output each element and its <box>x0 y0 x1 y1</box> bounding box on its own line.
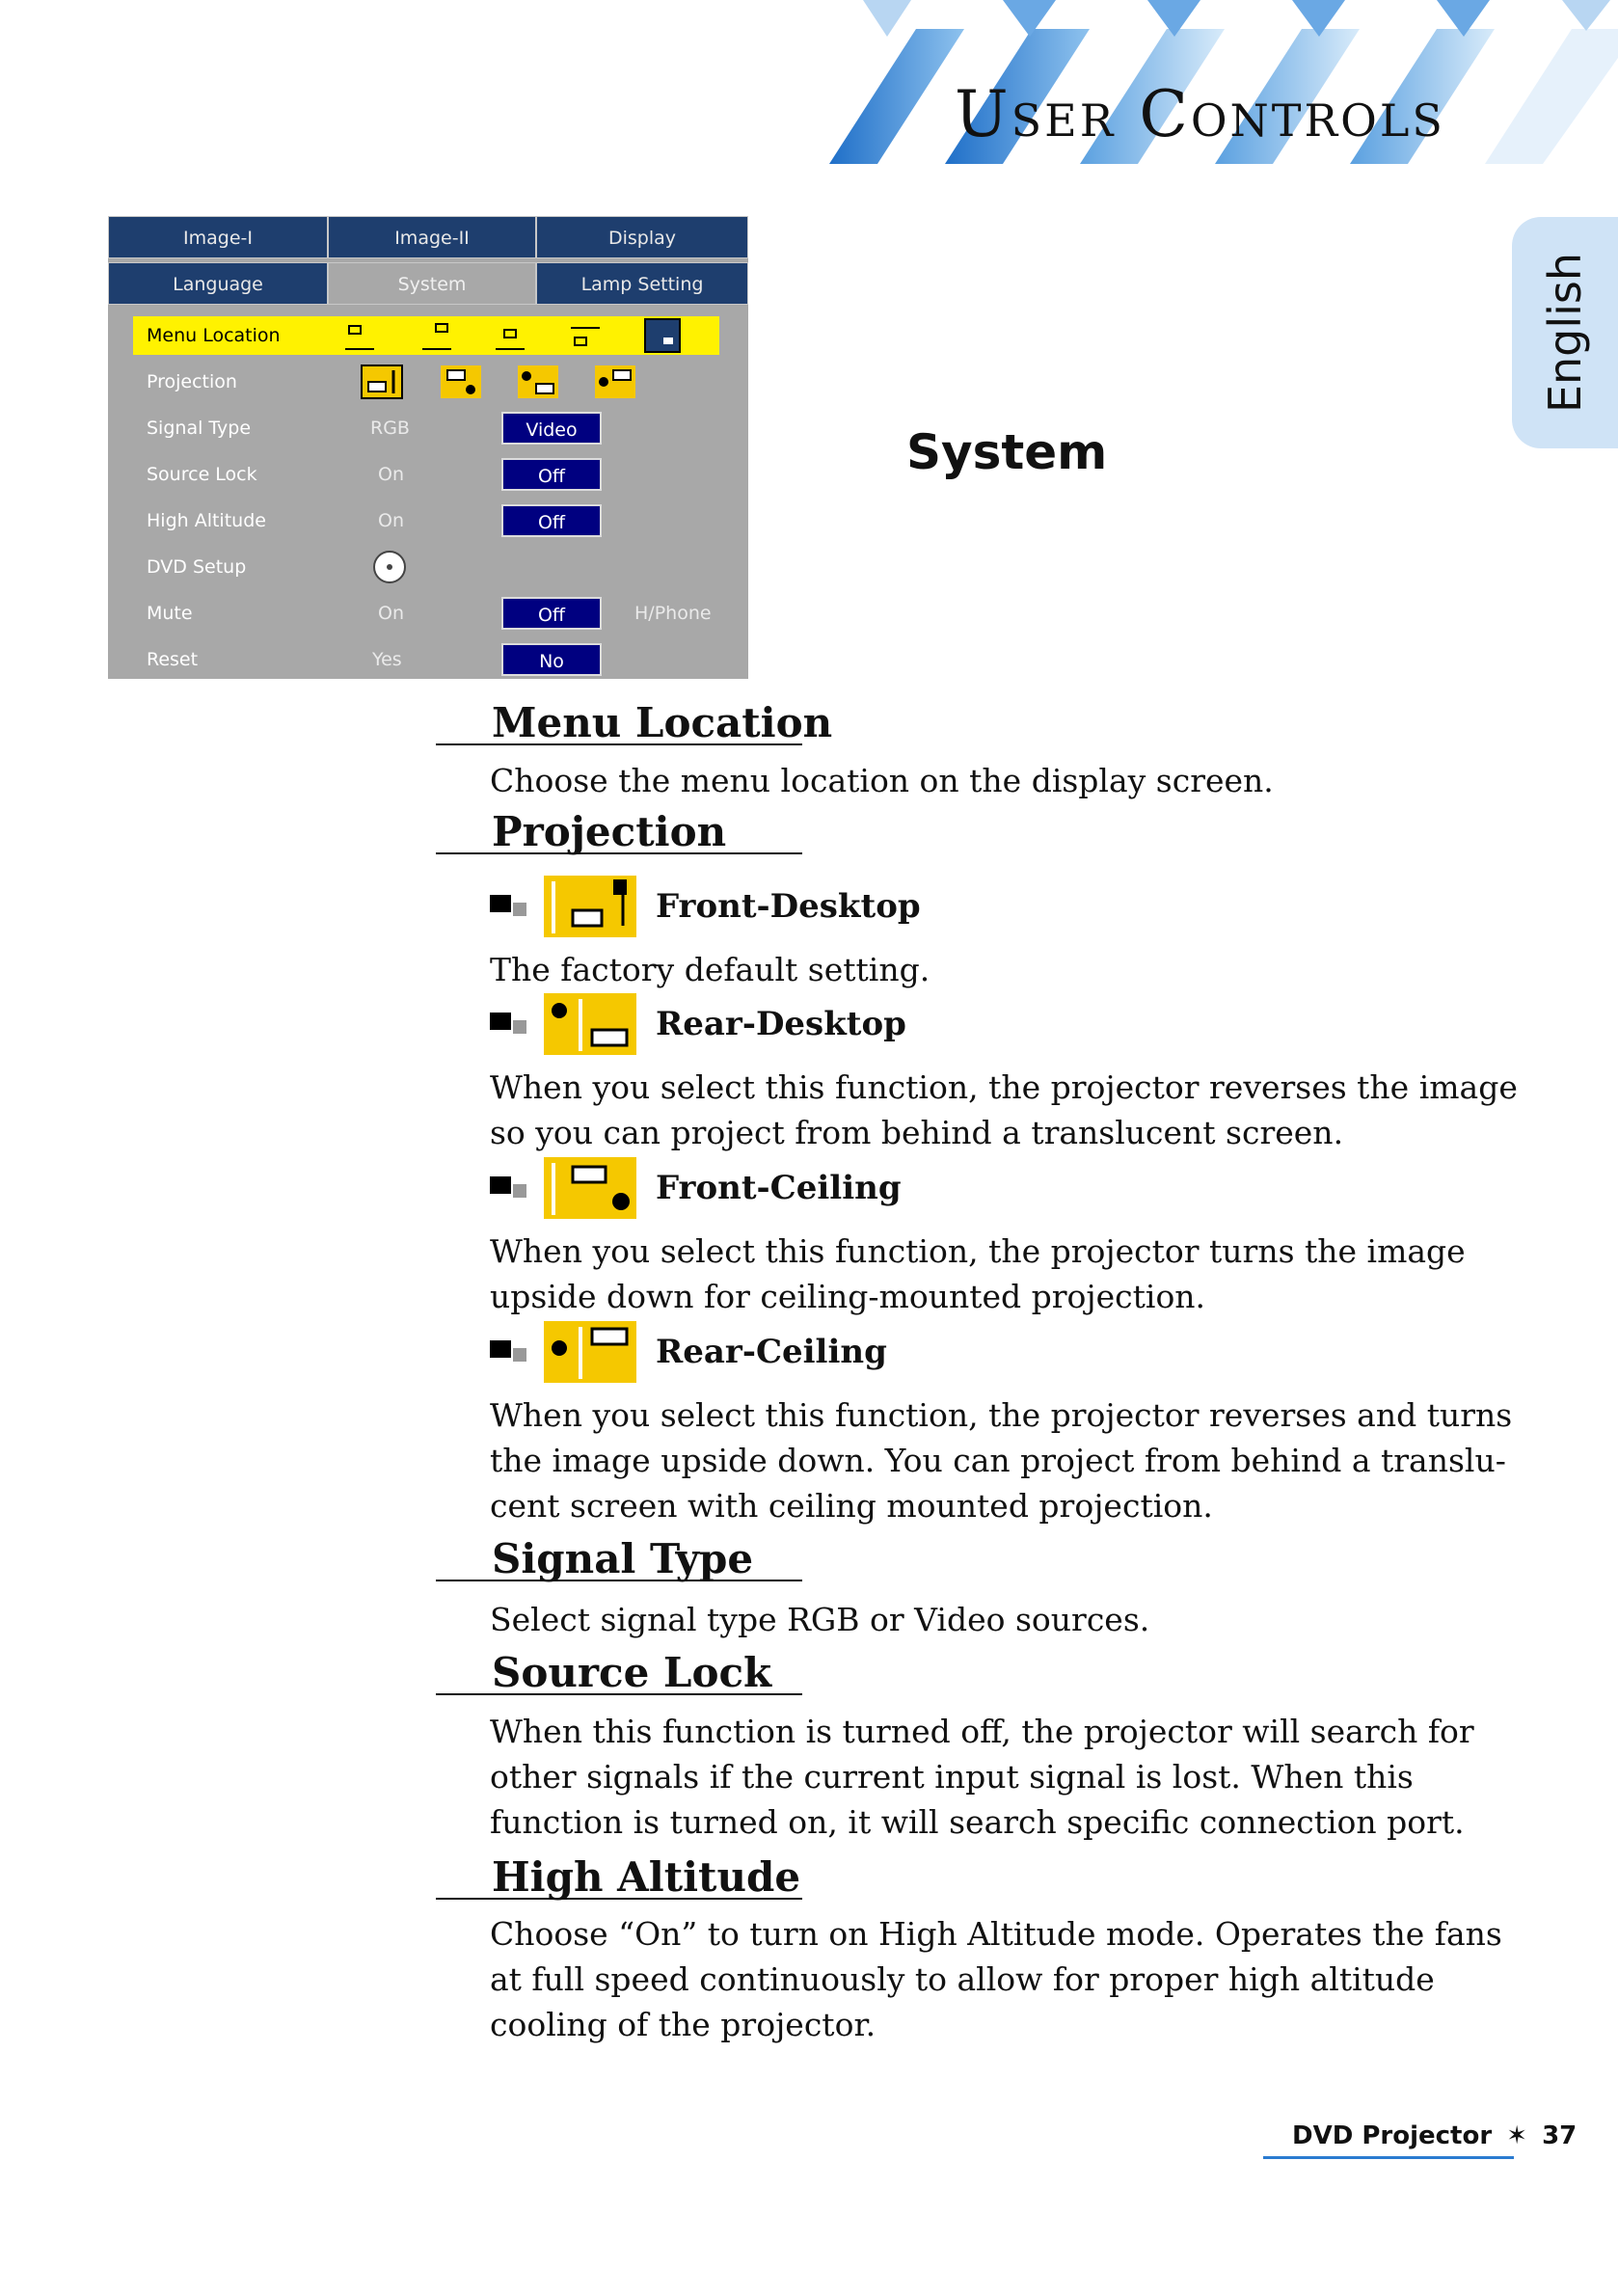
menu-top-right-icon[interactable] <box>420 320 453 351</box>
osd-row-label: Mute <box>147 603 193 624</box>
osd-selected-no[interactable]: No <box>501 643 602 676</box>
front-desktop-icon[interactable] <box>361 365 403 399</box>
option-title: Rear-Desktop <box>656 1005 906 1043</box>
heading-text: High Altitude <box>492 1853 801 1901</box>
heading-signal-type <box>436 1535 802 1581</box>
option-title: Rear-Ceiling <box>656 1333 887 1371</box>
front-ceiling-text: When you select this function, the projector turns the image upside down for ceiling-mounted projection. <box>490 1232 1466 1315</box>
language-tab-label: English <box>1539 252 1591 414</box>
osd-row-menu-location[interactable] <box>133 316 719 355</box>
heading-high-altitude <box>436 1853 802 1900</box>
footer-product: DVD Projector <box>1292 2121 1493 2150</box>
osd-option-on[interactable]: On <box>378 464 404 485</box>
menu-location-text: Choose the menu location on the display screen. <box>490 762 1274 799</box>
heading-menu-location <box>436 699 833 746</box>
front-desktop-text: The factory default setting. <box>490 951 930 988</box>
footer-separator: ✶ <box>1506 2121 1528 2150</box>
osd-tab-image-ii[interactable]: Image-II <box>328 216 536 258</box>
option-title: Front-Ceiling <box>656 1169 902 1207</box>
rear-ceiling-icon[interactable] <box>594 365 636 399</box>
language-tab <box>1512 217 1618 448</box>
heading-text: Projection <box>492 808 727 855</box>
osd-selected-video[interactable]: Video <box>501 412 602 445</box>
bullet-icon <box>490 893 532 918</box>
menu-center-icon[interactable] <box>494 320 526 351</box>
front-ceiling-icon[interactable] <box>440 365 482 399</box>
signal-type-text: Select signal type RGB or Video sources. <box>490 1601 1150 1638</box>
osd-row-label: Signal Type <box>147 418 252 439</box>
heading-source-lock <box>436 1649 802 1695</box>
osd-row-high-altitude[interactable] <box>131 501 729 540</box>
rear-ceiling-icon <box>544 1321 636 1383</box>
heading-text: Signal Type <box>492 1535 754 1582</box>
menu-top-left-icon[interactable] <box>343 320 376 351</box>
osd-option-hphone[interactable]: H/Phone <box>634 603 712 624</box>
heading-text: Menu Location <box>492 699 833 746</box>
osd-row-label: Menu Location <box>147 325 281 346</box>
option-title: Front-Desktop <box>656 887 921 926</box>
osd-row-label: Projection <box>147 371 237 392</box>
high-altitude-text: Choose “On” to turn on High Altitude mode. Operates the fans at full speed continuously to allow for proper high altitude cooling of the projector. <box>490 1915 1502 2043</box>
rear-desktop-icon <box>544 993 636 1055</box>
osd-option-yes[interactable]: Yes <box>372 649 402 670</box>
front-ceiling-icon <box>544 1157 636 1219</box>
bullet-icon <box>490 1175 532 1200</box>
osd-row-mute[interactable] <box>131 594 729 633</box>
front-desktop-icon <box>544 876 636 937</box>
osd-selected-off[interactable]: Off <box>501 597 602 630</box>
osd-option-on[interactable]: On <box>378 603 404 624</box>
osd-row-reset[interactable] <box>131 640 729 679</box>
osd-menu <box>108 216 748 679</box>
osd-row-label: High Altitude <box>147 510 266 531</box>
osd-option-on[interactable]: On <box>378 510 404 531</box>
osd-row-source-lock[interactable] <box>131 455 729 494</box>
heading-text: Source Lock <box>492 1649 772 1696</box>
menu-bottom-left-icon[interactable] <box>569 320 602 351</box>
section-title: System <box>906 424 1108 480</box>
rear-ceiling-text: When you select this function, the projector reverses and turns the image upside down. You can project from behind a translu-cent screen with ceiling mounted projection. <box>490 1396 1513 1525</box>
rear-desktop-icon[interactable] <box>517 365 559 399</box>
osd-selected-off[interactable]: Off <box>501 458 602 491</box>
osd-tab-system[interactable]: System <box>328 262 536 305</box>
osd-row-label: Reset <box>147 649 199 670</box>
osd-selected-off[interactable]: Off <box>501 504 602 537</box>
menu-bottom-right-icon[interactable] <box>644 318 681 353</box>
osd-tab-lamp-setting[interactable]: Lamp Setting <box>536 262 748 305</box>
footer-divider <box>1263 2156 1514 2159</box>
page-footer <box>1292 2121 1577 2150</box>
page-number: 37 <box>1542 2121 1578 2150</box>
osd-row-dvd-setup[interactable] <box>131 548 729 586</box>
bullet-icon <box>490 1338 532 1364</box>
heading-projection <box>436 808 802 854</box>
osd-tab-display[interactable]: Display <box>536 216 748 258</box>
bullet-icon <box>490 1011 532 1036</box>
osd-option-rgb[interactable]: RGB <box>370 418 410 439</box>
osd-row-signal-type[interactable] <box>131 409 729 447</box>
disc-icon[interactable] <box>372 550 407 584</box>
osd-row-label: Source Lock <box>147 464 257 485</box>
page-header: User Controls <box>955 77 1445 151</box>
rear-desktop-text: When you select this function, the projector reverses the image so you can project from behind a translucent screen. <box>490 1068 1518 1151</box>
source-lock-text: When this function is turned off, the projector will search for other signals if the current input signal is lost. When this function is turned on, it will search specific connection port. <box>490 1713 1474 1841</box>
osd-row-label: DVD Setup <box>147 556 247 578</box>
osd-tab-image-i[interactable]: Image-I <box>108 216 328 258</box>
osd-tab-language[interactable]: Language <box>108 262 328 305</box>
osd-row-projection[interactable] <box>131 363 729 401</box>
